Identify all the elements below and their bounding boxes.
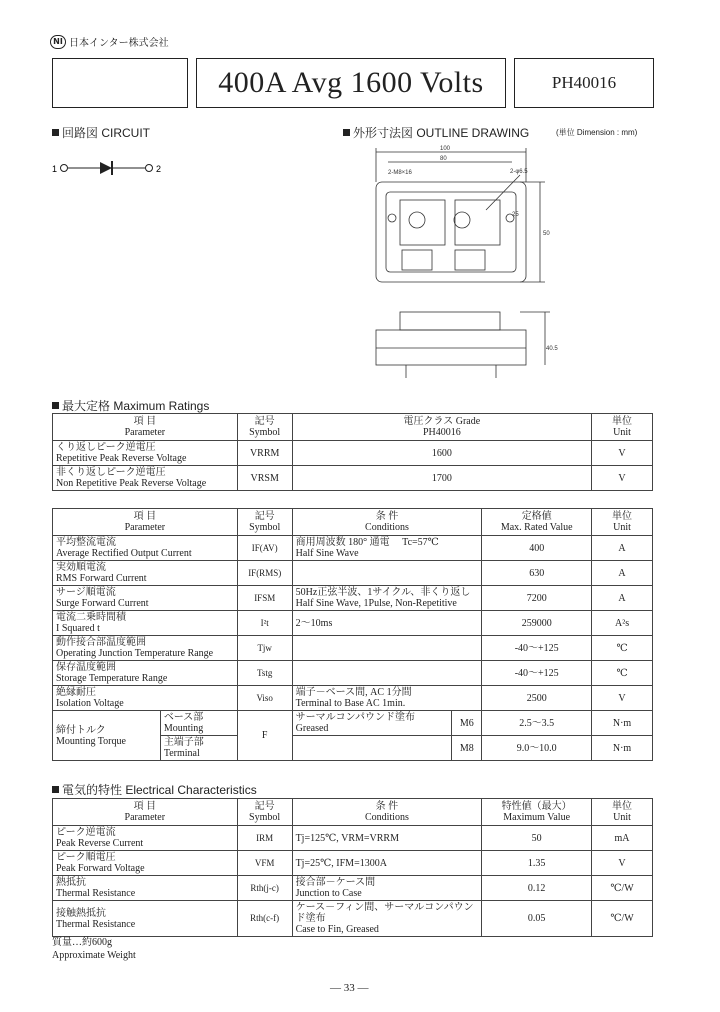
svg-text:2-M8×16: 2-M8×16 <box>388 170 412 176</box>
pin1-label: 1 <box>52 164 58 174</box>
outline-drawing <box>360 140 560 380</box>
svg-text:2-φ6.5: 2-φ6.5 <box>510 169 528 175</box>
unit-note: (単位 Dimension : mm) <box>556 128 638 137</box>
company-logo <box>50 34 169 49</box>
max-ratings-heading: 最大定格 Maximum Ratings <box>52 397 209 414</box>
table-row: 電流二乗時間積 I Squared t I²t 2～10ms 259000 A²s <box>53 611 653 636</box>
diode-icon <box>100 162 112 174</box>
svg-text:100: 100 <box>440 146 451 152</box>
voltage-ratings-table: 項 目 Parameter 記号 Symbol 電圧クラス Grade PH40016 単位 Unit くり返しピーク逆電圧 Repetitive Peak Reverse Voltage VRRM 1600 V 非くり返しピーク逆電圧 Non Repetitive Peak Reverse Voltage VRSM 1700 V <box>52 413 653 491</box>
table-row: くり返しピーク逆電圧 Repetitive Peak Reverse Voltage VRRM 1600 V <box>53 441 653 466</box>
table-row-torque: 締付トルク Mounting Torque ベース部 Mounting F サーマルコンパウンド塗布 Greased M6 2.5～3.5 N·m <box>53 711 653 736</box>
table-row: 平均整流電流 Average Rectified Output Current IF(AV) 商用周波数 180° 通電 Tc=57℃ Half Sine Wave 400 A <box>53 536 653 561</box>
circuit-heading: 回路図 CIRCUIT <box>52 124 150 141</box>
page-number: — 33 — <box>330 982 369 994</box>
max-ratings-table: 項 目 Parameter 記号 Symbol 条 件 Conditions 定格値 Max. Rated Value 単位 Unit 平均整流電流 Average Rectified Output Current IF(AV) 商用周波数 180° 通電 Tc=57℃ Half Sine Wave 400 A 実効順電流 RMS Forward Current IF(RMS) 630 A サージ順電流 Surge Forward Current IFSM 50Hz正弦半波、1サイクル、非くり返し Half Sine Wave, 1Pulse, Non-Repetitive 7200 A 電流二乗時間積 I Squared t I²t 2～10ms 259000 A²s 動作接合部温度範囲 Operating Junction Temperature Range Tjw -40～+125 ℃ 保存温度範囲 Storage Temperature Range Tstg -40～+125 ℃ 絶縁耐圧 Isolation Voltage Viso 端子－ベース間, AC 1分間 Terminal to Base AC 1min. 2500 V 締付トルク Mounting Torque ベース部 Mounting F サーマルコンパウンド塗布 Greased M6 2.5～3.5 N·m 主端子部 Terminal M8 9.0～10.0 N·m <box>52 508 653 761</box>
page-title: 400A Avg 1600 Volts <box>196 58 506 108</box>
svg-text:50: 50 <box>543 231 550 237</box>
electrical-heading: 電気的特性 Electrical Characteristics <box>52 781 257 798</box>
header-blank-box <box>52 58 188 108</box>
table-row-torque: 主端子部 Terminal M8 9.0～10.0 N·m <box>53 736 653 761</box>
svg-text:40.5: 40.5 <box>546 346 558 352</box>
table-row: サージ順電流 Surge Forward Current IFSM 50Hz正弦半波、1サイクル、非くり返し Half Sine Wave, 1Pulse, Non-Repetitive 7200 A <box>53 586 653 611</box>
pin2-label: 2 <box>156 164 162 174</box>
part-number: PH40016 <box>514 58 654 108</box>
table-row: 実効順電流 RMS Forward Current IF(RMS) 630 A <box>53 561 653 586</box>
table-row: 接触熱抵抗 Thermal Resistance Rth(c-f) ケース－フィン間、サーマルコンパウンド塗布 Case to Fin, Greased 0.05 ℃/W <box>53 901 653 937</box>
electrical-table: 項 目 Parameter 記号 Symbol 条 件 Conditions 特性値（最大） Maximum Value 単位 Unit ピーク逆電流 Peak Reverse Current IRM Tj=125℃, VRM=VRRM 50 mA ピーク順電圧 Peak Forward Voltage VFM Tj=25℃, IFM=1300A 1.35 V 熱抵抗 Thermal Resistance Rth(j-c) 接合部－ケース間 Junction to Case 0.12 ℃/W 接触熱抵抗 Thermal Resistance Rth(c-f) ケース－フィン間、サーマルコンパウンド塗布 Case to Fin, Greased 0.05 ℃/W <box>52 798 653 937</box>
table-row: ピーク順電圧 Peak Forward Voltage VFM Tj=25℃, IFM=1300A 1.35 V <box>53 851 653 876</box>
weight-note: 質量…約600g Approximate Weight <box>52 937 136 961</box>
svg-text:25: 25 <box>512 212 519 218</box>
table-row: 熱抵抗 Thermal Resistance Rth(j-c) 接合部－ケース間 Junction to Case 0.12 ℃/W <box>53 876 653 901</box>
table-row: 保存温度範囲 Storage Temperature Range Tstg -40～+125 ℃ <box>53 661 653 686</box>
company-logo-mark: NI <box>50 35 66 49</box>
outline-heading: 外形寸法図 OUTLINE DRAWING <box>343 124 529 141</box>
svg-text:80: 80 <box>440 156 447 162</box>
table-row: 絶縁耐圧 Isolation Voltage Viso 端子－ベース間, AC 1分間 Terminal to Base AC 1min. 2500 V <box>53 686 653 711</box>
circuit-diagram <box>52 158 172 180</box>
table-row: 非くり返しピーク逆電圧 Non Repetitive Peak Reverse Voltage VRSM 1700 V <box>53 466 653 491</box>
company-name: 日本インター株式会社 <box>69 38 169 49</box>
table-row: 動作接合部温度範囲 Operating Junction Temperature Range Tjw -40～+125 ℃ <box>53 636 653 661</box>
table-row: ピーク逆電流 Peak Reverse Current IRM Tj=125℃, VRM=VRRM 50 mA <box>53 826 653 851</box>
